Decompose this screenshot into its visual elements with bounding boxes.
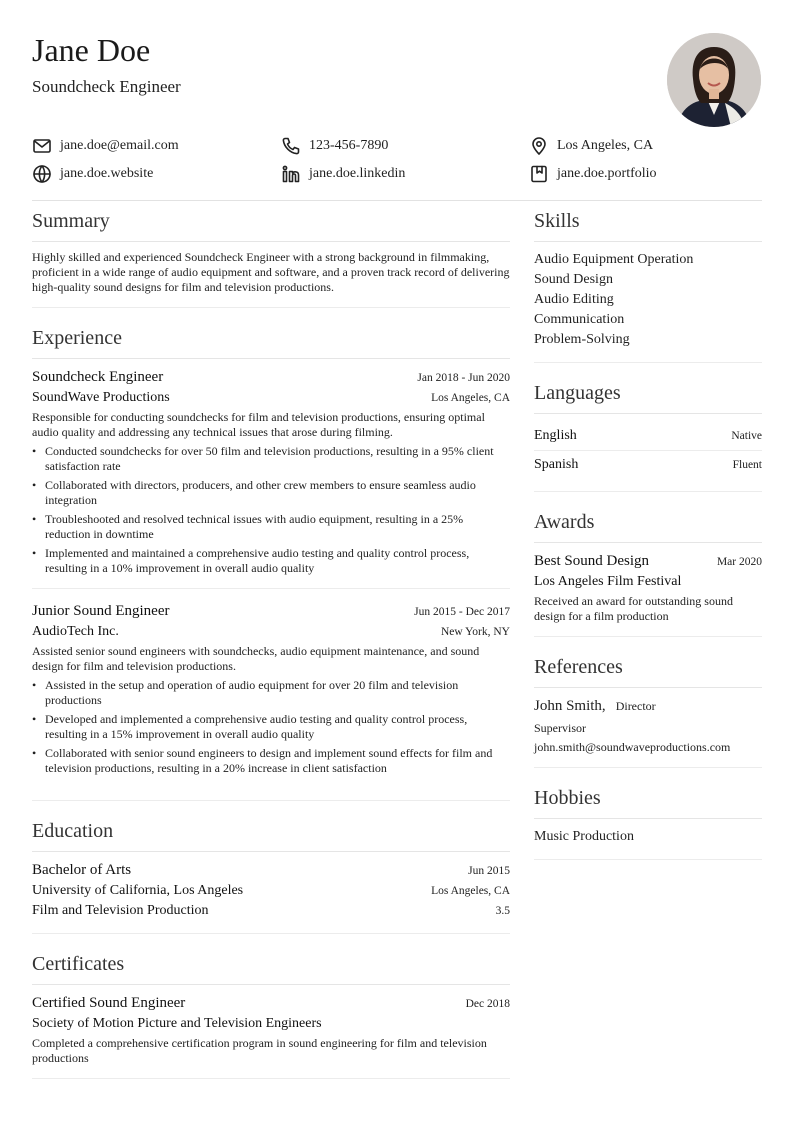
job-bullet: • Assisted in the setup and operation of audio equipment for over 20 film and television productions: [45, 678, 510, 708]
job-description: Responsible for conducting soundchecks for film and television productions, ensuring optimal audio quality and addressing any technical issues that arose during filming.: [32, 410, 485, 439]
profile-photo: [667, 33, 761, 127]
mail-icon: [32, 136, 52, 156]
contact-portfolio[interactable]: [529, 162, 657, 186]
experience-heading: Experience: [32, 324, 510, 359]
summary-heading: Summary: [32, 207, 510, 242]
job-dates: Jun 2015 - Dec 2017: [414, 606, 510, 618]
job-bullet: • Collaborated with directors, producers, and other crew members to ensure seamless audio integration: [45, 478, 510, 508]
linkedin-icon: [281, 164, 301, 184]
education-degree: Bachelor of Arts: [32, 862, 132, 878]
header-divider: [32, 200, 762, 201]
skill-item: Audio Equipment Operation: [534, 252, 694, 267]
contact-location-text: Los Angeles, CA: [557, 138, 654, 153]
awards-heading: Awards: [534, 508, 762, 543]
job-description: Assisted senior sound engineers with soundchecks, audio equipment maintenance, and sound design for film and television productions.: [32, 644, 480, 673]
job-location: New York, NY: [440, 626, 510, 638]
references-section: [534, 653, 762, 768]
hobby-item: Music Production: [534, 829, 634, 844]
skills-section: [534, 207, 762, 363]
certificate-date: Dec 2018: [465, 998, 510, 1010]
job-entry: [32, 588, 510, 776]
job-bullets: [32, 444, 510, 576]
job-bullets: [32, 678, 510, 776]
education-field: Film and Television Production: [32, 903, 209, 918]
right-column: [534, 207, 762, 876]
job-dates: Jan 2018 - Jun 2020: [417, 372, 510, 384]
globe-icon: [32, 164, 52, 184]
hobbies-section: [534, 784, 762, 860]
contact-phone-text: 123-456-7890: [309, 138, 389, 153]
job-bullet: • Collaborated with senior sound engineers to design and implement sound effects for film and television productions, resulting in a 20% increase in client satisfaction: [45, 746, 510, 776]
reference-email[interactable]: john.smith@soundwaveproductions.com: [534, 740, 731, 754]
education-date: Jun 2015: [468, 865, 510, 877]
education-location: Los Angeles, CA: [431, 885, 510, 897]
candidate-title: Soundcheck Engineer: [32, 77, 181, 96]
job-bullet: • Conducted soundchecks for over 50 film and television productions, resulting in a 95% client satisfaction rate: [45, 444, 510, 474]
profile-photo-illustration: [667, 33, 761, 127]
awards-section: [534, 508, 762, 637]
language-row: [534, 422, 762, 450]
job-bullet: • Implemented and maintained a comprehensive audio testing and quality control process, resulting in a 10% improvement in overall audio quality: [45, 546, 510, 576]
skill-item: Communication: [534, 312, 625, 327]
certificates-section: [32, 950, 510, 1079]
language-name: English: [534, 428, 577, 443]
location-icon: [529, 136, 549, 156]
left-column: [32, 207, 510, 1095]
contact-linkedin-text: jane.doe.linkedin: [309, 166, 406, 181]
education-school: University of California, Los Angeles: [32, 883, 244, 898]
language-level: Native: [731, 430, 762, 442]
certificate-description: Completed a comprehensive certification program in sound engineering for film and television productions: [32, 1036, 487, 1065]
certificates-heading: Certificates: [32, 950, 510, 985]
award-name: Best Sound Design: [534, 553, 650, 569]
education-section: [32, 817, 510, 934]
language-row: [534, 450, 762, 479]
languages-heading: Languages: [534, 379, 762, 414]
language-name: Spanish: [534, 457, 579, 472]
job-bullet: • Developed and implemented a comprehensive audio testing and quality control process, resulting in a 15% improvement in overall audio quality: [45, 712, 510, 742]
experience-section: [32, 324, 510, 801]
job-bullet: • Troubleshooted and resolved technical issues with audio equipment, resulting in a 25% reduction in downtime: [45, 512, 510, 542]
candidate-name: Jane Doe: [32, 32, 151, 68]
certificate-name: Certified Sound Engineer: [32, 995, 186, 1011]
contact-email-text: jane.doe@email.com: [60, 138, 179, 153]
job-entry: [32, 367, 510, 576]
contact-linkedin[interactable]: [281, 162, 405, 186]
contact-website-text: jane.doe.website: [60, 166, 154, 181]
contact-phone[interactable]: [281, 134, 388, 158]
skill-item: Audio Editing: [534, 292, 614, 307]
phone-icon: [281, 136, 301, 156]
education-gpa: 3.5: [495, 905, 510, 917]
award-description: Received an award for outstanding sound design for a film production: [534, 594, 733, 623]
contact-location[interactable]: [529, 134, 653, 158]
skill-item: Sound Design: [534, 272, 613, 287]
contact-portfolio-text: jane.doe.portfolio: [557, 166, 657, 181]
references-heading: References: [534, 653, 762, 688]
summary-text: Highly skilled and experienced Soundcheck Engineer with a strong background in filmmaking, proficient in a wide range of audio equipment and software, and a proven track record of delivering high-quality sound designs for film and television productions.: [32, 250, 510, 294]
job-location: Los Angeles, CA: [431, 392, 510, 404]
hobbies-heading: Hobbies: [534, 784, 762, 819]
award-issuer: Los Angeles Film Festival: [534, 574, 682, 589]
language-level: Fluent: [732, 459, 762, 471]
reference-role: Director: [615, 699, 656, 713]
job-company: AudioTech Inc.: [32, 624, 119, 639]
skill-item: Problem-Solving: [534, 332, 630, 347]
job-company: SoundWave Productions: [32, 390, 170, 405]
contact-email[interactable]: [32, 134, 179, 158]
languages-section: [534, 379, 762, 492]
job-role: Soundcheck Engineer: [32, 369, 164, 385]
reference-position: Supervisor: [534, 721, 586, 735]
education-heading: Education: [32, 817, 510, 852]
contact-website[interactable]: [32, 162, 153, 186]
award-date: Mar 2020: [716, 556, 762, 568]
portfolio-icon: [529, 164, 549, 184]
summary-section: [32, 207, 510, 308]
certificate-issuer: Society of Motion Picture and Television Engineers: [32, 1016, 322, 1031]
skills-heading: Skills: [534, 207, 762, 242]
reference-name: John Smith,: [534, 698, 606, 714]
job-role: Junior Sound Engineer: [32, 603, 170, 619]
